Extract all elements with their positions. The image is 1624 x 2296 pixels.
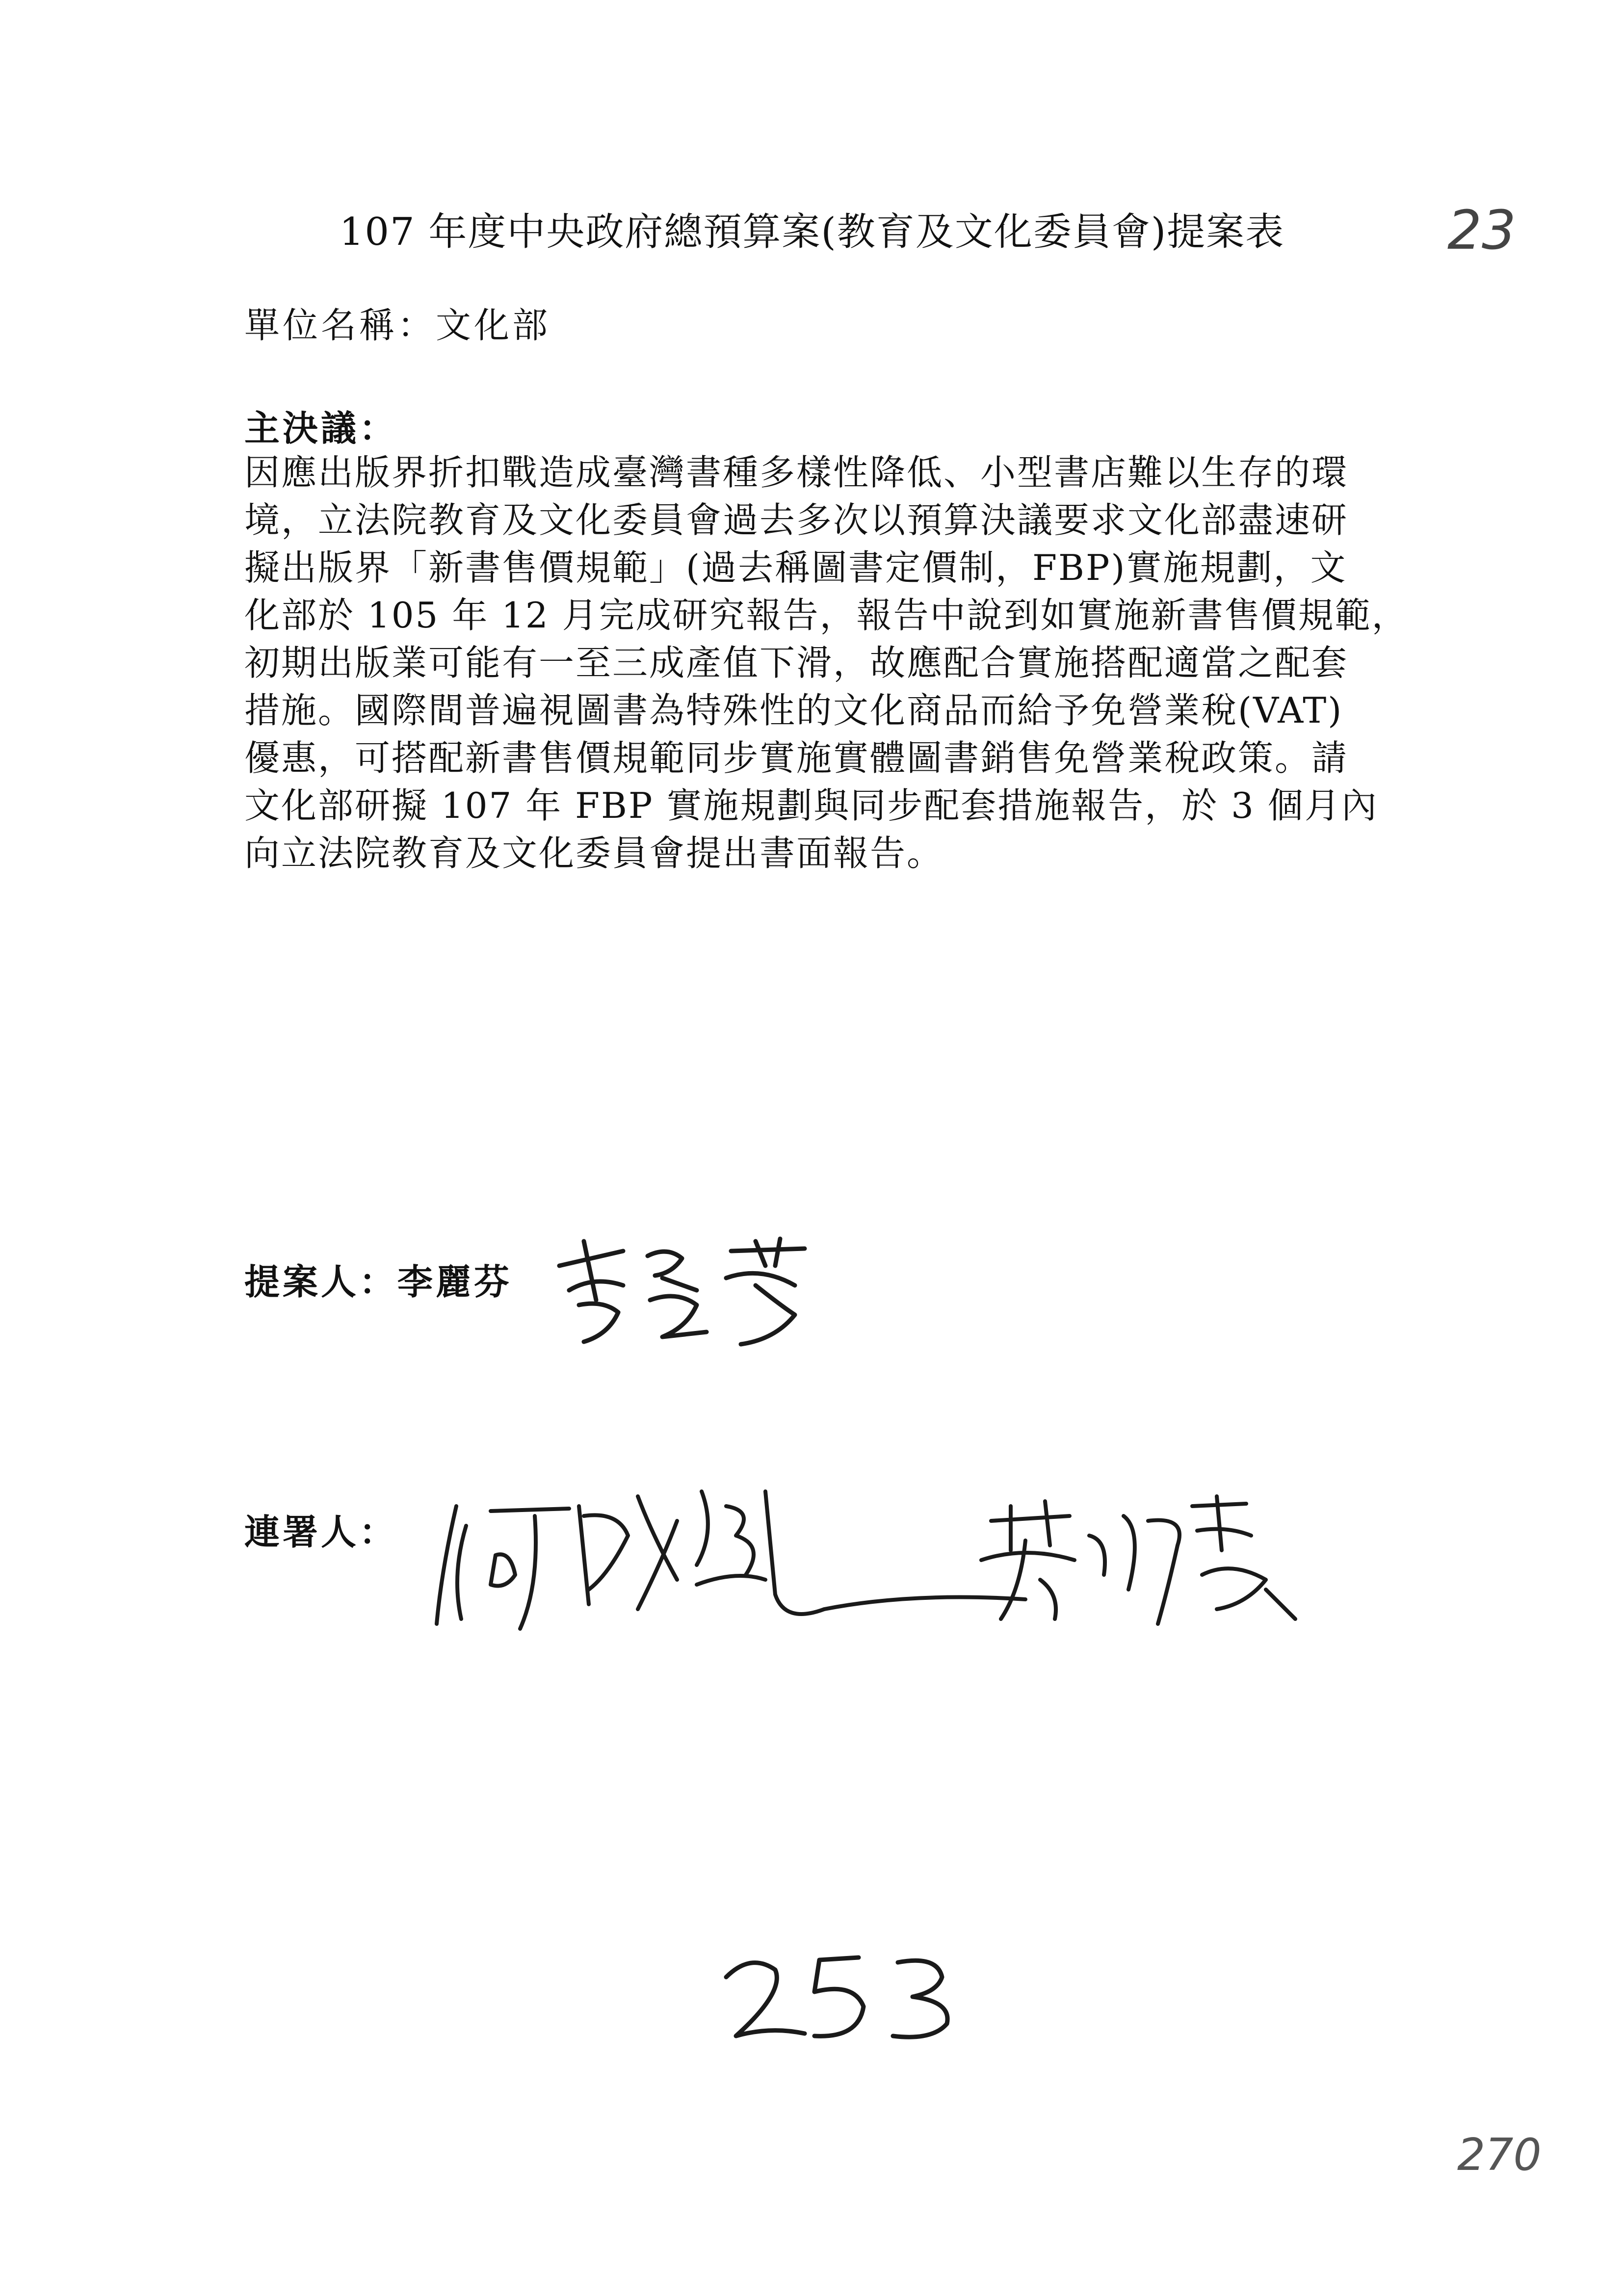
paragraph-line: 文化部研擬 107 年 FBP 實施規劃與同步配套措施報告，於 3 個月內 <box>244 785 1378 826</box>
cosigner-label: 連署人： <box>244 1511 398 1553</box>
paragraph-line: 因應出版界折扣戰造成臺灣書種多樣性降低、小型書店難以生存的環 <box>244 452 1349 493</box>
paragraph-line: 化部於 105 年 12 月完成研究報告，報告中說到如實施新書售價規範， <box>244 595 1409 636</box>
document-title: 107 年度中央政府總預算案(教育及文化委員會)提案表 <box>339 210 1285 254</box>
cosigner-signatures <box>422 1462 1315 1668</box>
paragraph-line: 向立法院教育及文化委員會提出書面報告。 <box>244 833 944 874</box>
paragraph-line: 初期出版業可能有一至三成產值下滑，故應配合實施搭配適當之配套 <box>244 642 1349 683</box>
paragraph-line: 優惠，可搭配新書售價規範同步實施實體圖書銷售免營業稅政策。請 <box>244 737 1349 779</box>
page-number-text: 253 <box>707 1935 722 1945</box>
proposer-label: 提案人：李麗芬 <box>244 1261 513 1303</box>
proposer-signature <box>550 1231 824 1349</box>
handwritten-corner-number-top: 23 <box>1447 199 1516 261</box>
unit-name-line: 單位名稱：文化部 <box>244 305 551 346</box>
paragraph-line: 措施。國際間普遍視圖書為特殊性的文化商品而給予免營業稅(VAT) <box>244 690 1343 731</box>
paragraph-line: 擬出版界「新書售價規範」(過去稱圖書定價制，FBP)實施規劃，文 <box>244 547 1347 588</box>
paragraph-line: 境，立法院教育及文化委員會過去多次以預算決議要求文化部盡速研 <box>244 499 1349 541</box>
main-resolution-heading: 主決議： <box>244 407 398 449</box>
handwritten-corner-number-bottom: 270 <box>1457 2129 1542 2181</box>
handwritten-page-number <box>707 1935 981 2051</box>
resolution-paragraph <box>244 449 1409 877</box>
